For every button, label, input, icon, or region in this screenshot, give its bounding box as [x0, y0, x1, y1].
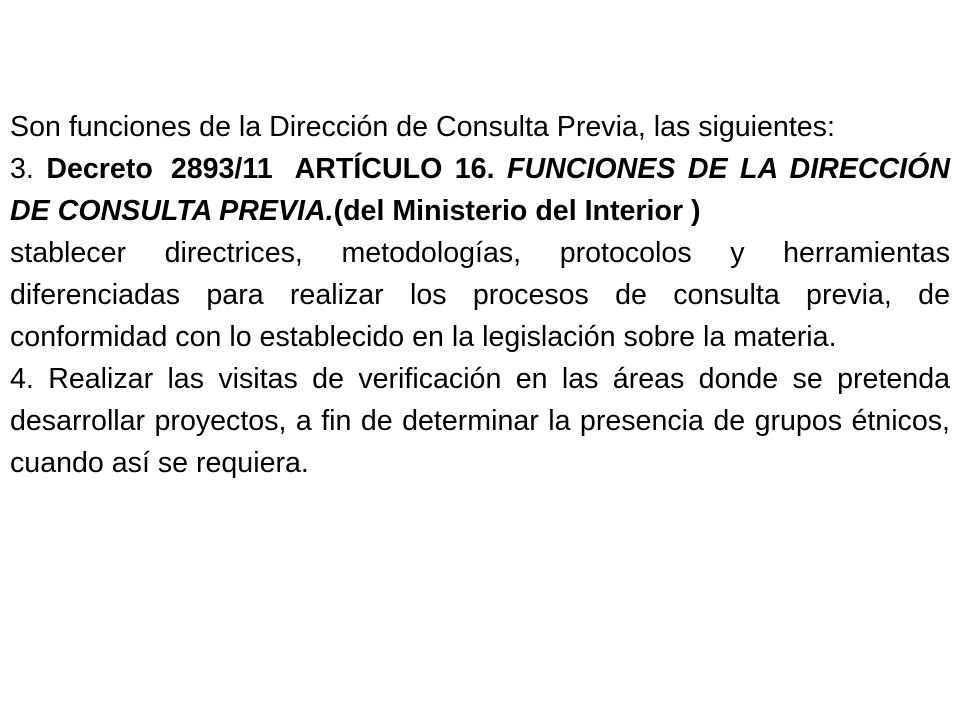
heading-line-1: FUNCIONES DE	[507, 153, 728, 185]
decree-label: Decreto	[46, 153, 153, 185]
decree-number: 2893/11	[170, 153, 273, 185]
item-4-paragraph: 4. Realizar las visitas de verificación en las áreas donde se pretenda desarrollar proyectos, a fin de determinar la presencia de grupos étnicos, cuando así se requiera.	[10, 363, 950, 479]
ministry-suffix: (del Ministerio del Interior )	[333, 195, 701, 227]
item-3-paragraph	[10, 148, 950, 232]
article-label: ARTÍCULO 16.	[294, 153, 495, 185]
item-3-number: 3.	[10, 153, 34, 185]
paragraph-1: stablecer directrices, metodologías, protocolos y herramientas diferenciadas para realizar los procesos de consulta previa, de conformidad con lo establecido en la legislación sobre la materia.	[10, 237, 950, 353]
heading-line-2: LA DIRECCIÓN DE CONSULTA PREVIA.	[10, 153, 951, 227]
text-block	[10, 106, 950, 484]
intro-paragraph: Son funciones de la Dirección de Consulta Previa, las siguientes:	[10, 111, 835, 143]
